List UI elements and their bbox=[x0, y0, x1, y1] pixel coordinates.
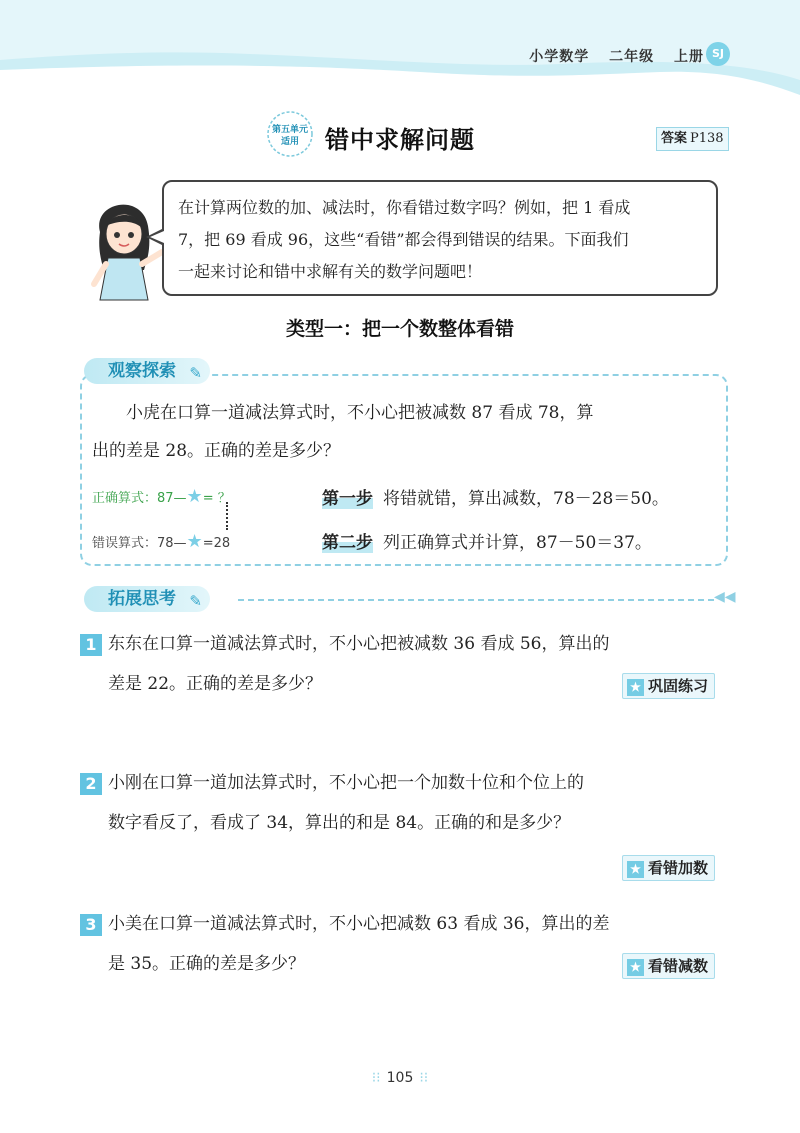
question-line: 差是 22。正确的差是多少？ bbox=[108, 674, 323, 694]
extend-tag bbox=[84, 586, 210, 612]
intro-line: 一起来讨论和错中求解有关的数学问题吧！ bbox=[178, 262, 483, 281]
observe-line: 出的差是 28。正确的差是多少？ bbox=[92, 441, 341, 461]
step-one-text: 将错就错，算出减数，78－28＝50。 bbox=[383, 489, 669, 509]
type-title: 类型一：把一个数整体看错 bbox=[285, 318, 514, 340]
intro-bubble bbox=[162, 180, 718, 296]
question-3-tag bbox=[622, 953, 715, 979]
step-one bbox=[322, 484, 669, 509]
observe-problem bbox=[92, 394, 722, 470]
header-text bbox=[515, 46, 704, 66]
formula-wrong bbox=[92, 531, 230, 552]
star-icon: ★ bbox=[627, 861, 644, 878]
question-2 bbox=[80, 763, 730, 843]
answer-label: 答案 bbox=[661, 131, 688, 146]
step-two-label: 第二步 bbox=[322, 533, 373, 553]
question-number: 1 bbox=[80, 634, 102, 656]
page-number-value: 105 bbox=[386, 1070, 414, 1086]
star-icon: ★ bbox=[627, 959, 644, 976]
star-icon: ★ bbox=[627, 679, 644, 696]
question-tag-label: 看错加数 bbox=[648, 859, 709, 877]
question-line: 是 35。正确的差是多少？ bbox=[108, 954, 306, 974]
pencil-icon: ✎ bbox=[189, 592, 202, 610]
intro-line: 在计算两位数的加、减法时，你看错过数字吗？例如，把 1 看成 bbox=[178, 198, 631, 217]
unit-stamp-line2: 适用 bbox=[280, 137, 300, 147]
question-line: 小美在口算一道减法算式时，不小心把减数 63 看成 36，算出的差 bbox=[108, 914, 610, 934]
header-subject: 小学数学 bbox=[529, 49, 590, 65]
dotted-connector bbox=[226, 502, 228, 530]
formula-correct-prefix: 正确算式：87— bbox=[92, 491, 187, 506]
page-title: 错中求解问题 bbox=[325, 126, 475, 154]
dots-icon: ⁝⁝ bbox=[371, 1070, 381, 1086]
formula-correct bbox=[92, 486, 231, 507]
dots-icon: ⁝⁝ bbox=[419, 1070, 429, 1086]
question-tag-label: 巩固练习 bbox=[648, 677, 709, 695]
question-line: 东东在口算一道减法算式时，不小心把被减数 36 看成 56，算出的 bbox=[108, 634, 610, 654]
question-line: 数字看反了，看成了 34，算出的和是 84。正确的和是多少？ bbox=[108, 813, 571, 833]
girl-illustration-icon bbox=[82, 192, 166, 304]
double-arrow-icon: ◀◀ bbox=[714, 589, 736, 605]
page-number bbox=[0, 1070, 800, 1086]
answer-reference bbox=[656, 127, 729, 151]
star-icon: ★ bbox=[186, 531, 203, 552]
unit-stamp-line1: 第五单元 bbox=[271, 125, 309, 135]
edition-badge: SJ bbox=[706, 42, 730, 66]
intro-line: 7，把 69 看成 96，这些“看错”都会得到错误的结果。下面我们 bbox=[178, 230, 629, 249]
star-icon: ★ bbox=[186, 486, 203, 507]
extend-divider bbox=[238, 599, 714, 601]
formula-wrong-suffix: =28 bbox=[202, 536, 231, 551]
pencil-icon: ✎ bbox=[189, 364, 202, 382]
step-one-label: 第一步 bbox=[322, 489, 373, 509]
formula-correct-suffix: = ？ bbox=[202, 491, 231, 506]
header-grade: 二年级 bbox=[609, 49, 655, 65]
question-tag-label: 看错减数 bbox=[648, 957, 709, 975]
observe-tag-label: 观察探索 bbox=[108, 361, 176, 381]
extend-tag-label: 拓展思考 bbox=[108, 589, 176, 609]
observe-line: 小虎在口算一道减法算式时，不小心把被减数 87 看成 78，算 bbox=[126, 403, 594, 423]
bubble-tail-inner bbox=[150, 231, 164, 243]
question-1-tag bbox=[622, 673, 715, 699]
question-line: 小刚在口算一道加法算式时，不小心把一个加数十位和个位上的 bbox=[108, 773, 584, 793]
question-2-tag bbox=[622, 855, 715, 881]
question-number: 3 bbox=[80, 914, 102, 936]
unit-stamp-icon bbox=[266, 110, 314, 158]
header-volume: 上册 bbox=[674, 49, 704, 65]
step-two-text: 列正确算式并计算，87－50＝37。 bbox=[383, 533, 652, 553]
question-number: 2 bbox=[80, 773, 102, 795]
answer-page: P138 bbox=[690, 131, 724, 146]
observe-tag bbox=[84, 358, 210, 384]
formula-wrong-prefix: 错误算式：78— bbox=[92, 536, 187, 551]
step-two bbox=[322, 528, 652, 553]
